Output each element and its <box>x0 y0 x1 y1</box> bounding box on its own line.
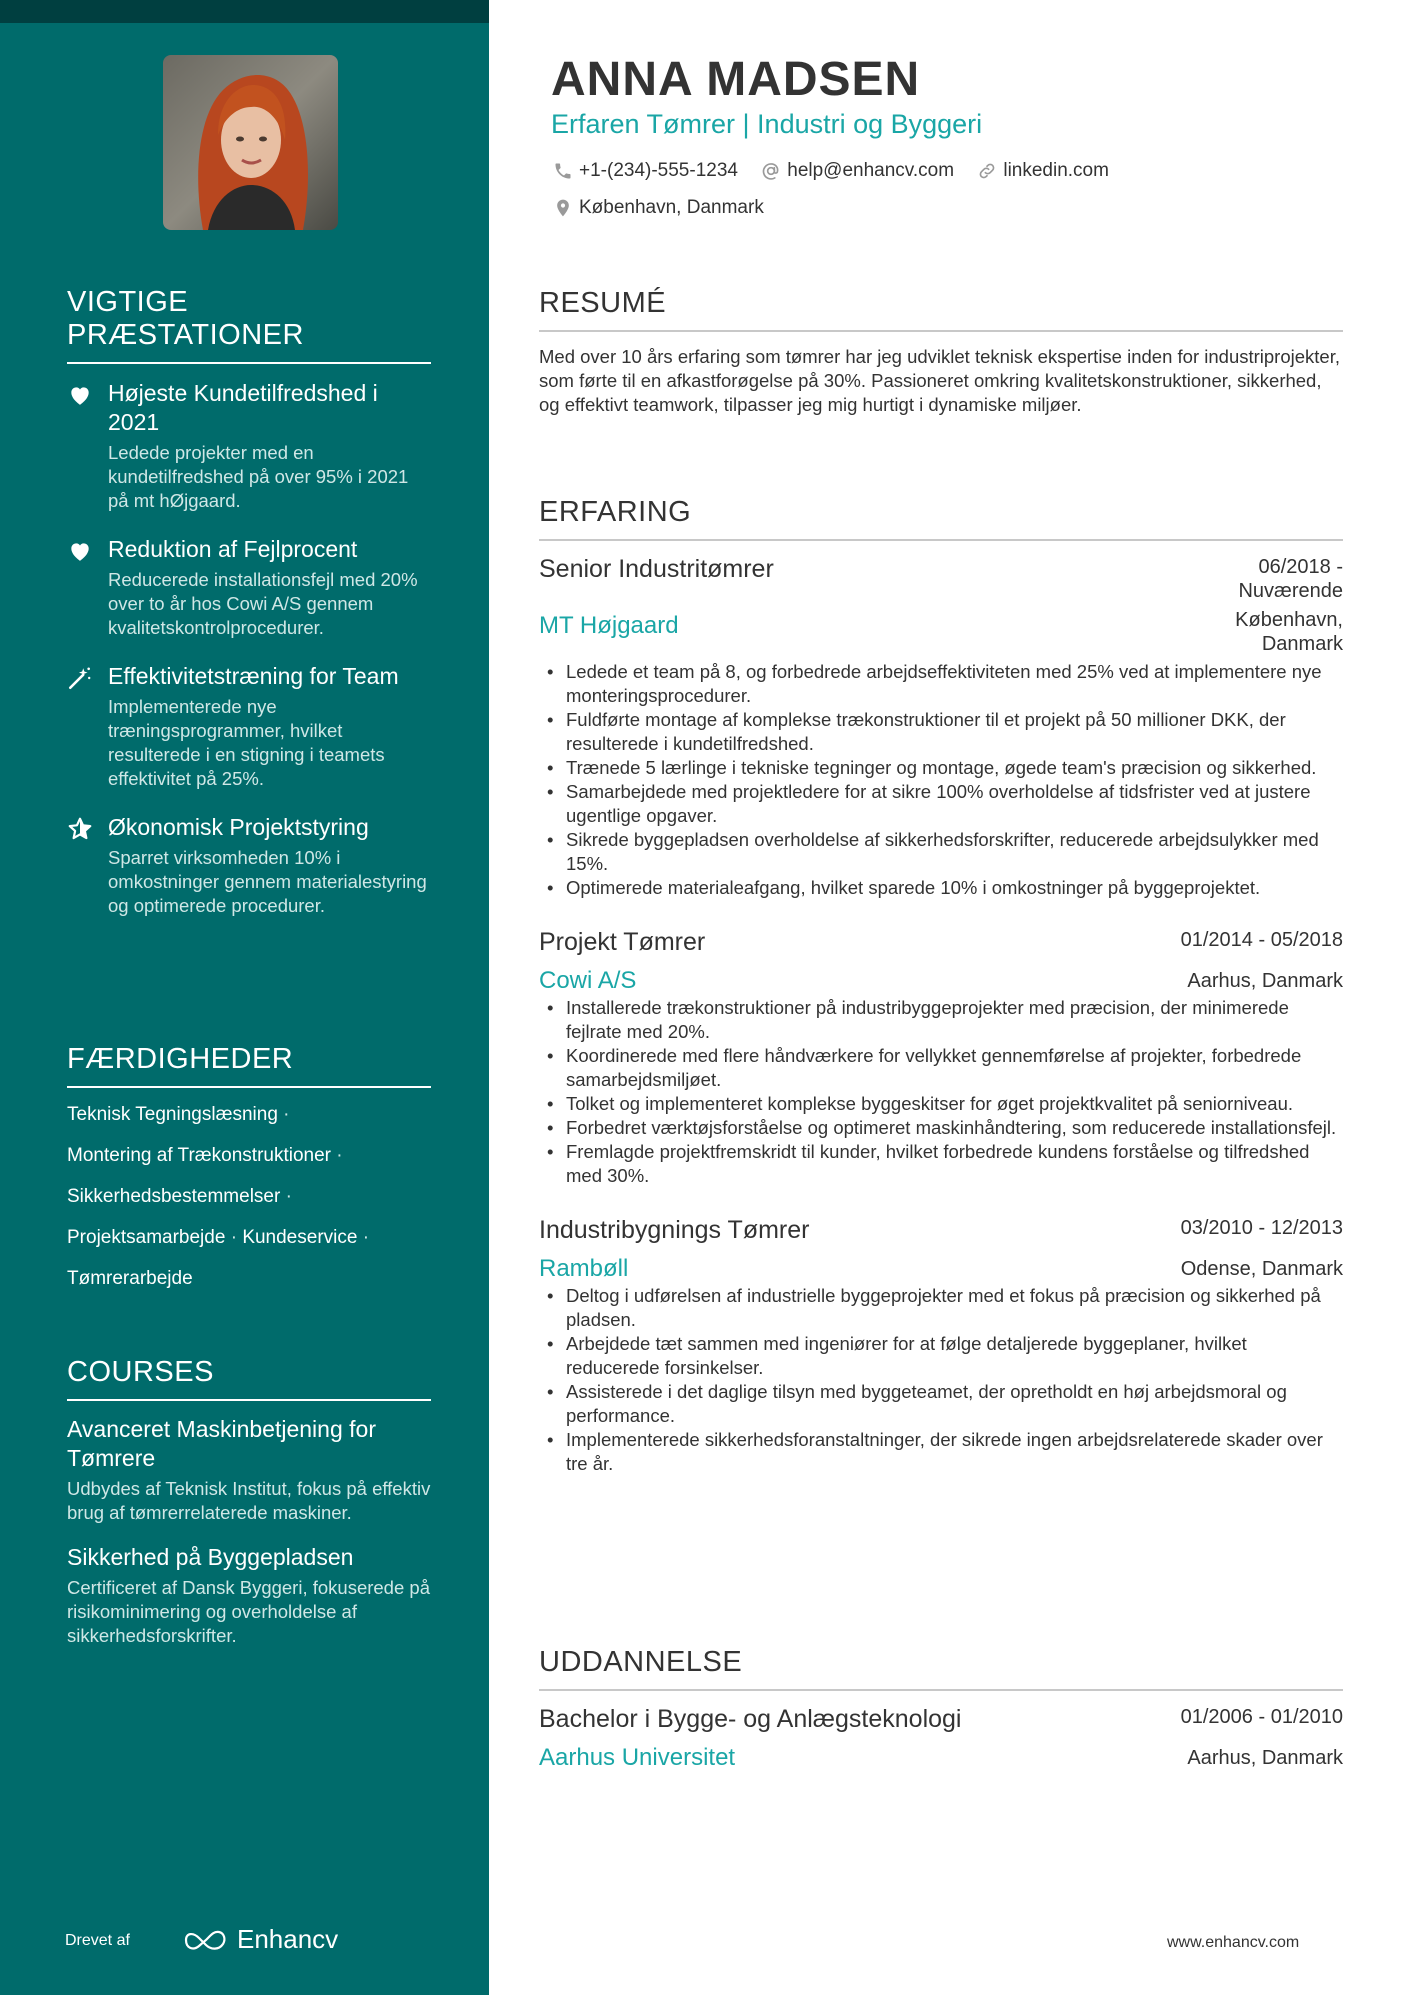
job-bullets <box>539 996 1343 1188</box>
job-role: Industribygnings Tømrer <box>539 1216 810 1244</box>
job-company: Cowi A/S <box>539 967 637 994</box>
job-bullet: • Trænede 5 lærlinge i tekniske tegninger og montage, øgede team's præcision og sikkerhed. <box>539 756 1343 780</box>
achievement-item <box>67 662 431 791</box>
achievement-desc: Reducerede installationsfejl med 20% over to år hos Cowi A/S gennem kvalitetskontrolprocedurer. <box>108 569 418 638</box>
job-bullet: • Implementerede sikkerhedsforanstaltninger, der sikrede ingen arbejdsrelaterede skader over tre år. <box>539 1428 1343 1476</box>
contact-location <box>553 197 764 219</box>
linkedin-text: linkedin.com <box>1003 160 1109 181</box>
footer-url[interactable]: www.enhancv.com <box>1167 1934 1300 1951</box>
job-dates <box>1238 555 1343 603</box>
course-item <box>67 1415 431 1525</box>
heart-icon <box>67 382 93 408</box>
courses-section <box>67 1356 431 1648</box>
sidebar <box>0 0 489 1995</box>
profile-photo <box>163 55 338 230</box>
job-dates: 03/2010 - 12/2013 <box>1180 1217 1343 1239</box>
job-location: Odense, Danmark <box>1180 1258 1343 1280</box>
course-desc: Udbydes af Teknisk Institut, fokus på effektiv brug af tømrerrelaterede maskiner. <box>67 1478 431 1523</box>
at-icon <box>761 161 781 181</box>
course-item <box>67 1543 431 1648</box>
skill-row: Projektsamarbejde · Kundeservice · <box>67 1227 370 1248</box>
skill-row <box>67 1266 431 1292</box>
contact-phone[interactable] <box>553 160 738 182</box>
skill-item: Teknisk Tegningslæsning <box>67 1104 278 1125</box>
job-bullet: • Samarbejdede med projektledere for at sikre 100% overholdelse af tidsfrister ved at justere ugentlige opgaver. <box>539 780 1343 828</box>
education-location: Aarhus, Danmark <box>1187 1747 1343 1769</box>
course-title: Avanceret Maskinbetjening for Tømrere <box>67 1416 376 1471</box>
heart-icon <box>67 538 93 564</box>
job-company: MT Højgaard <box>539 612 679 639</box>
location-text: København, Danmark <box>579 197 764 218</box>
job-bullet: • Fremlagde projektfremskridt til kunder, hvilket forbedrede kundens forståelse og tilfredshed med 30%. <box>539 1140 1343 1188</box>
job-role: Senior Industritømrer <box>539 555 774 583</box>
job-bullet: • Ledede et team på 8, og forbedrede arbejdseffektiviteten med 25% ved at implementere nye monteringsprocedurer. <box>539 660 1343 708</box>
education-school: Aarhus Universitet <box>539 1744 736 1771</box>
achievements-heading: VIGTIGE PRÆSTATIONER <box>67 286 431 364</box>
skill-row: Montering af Trækonstruktioner · <box>67 1145 343 1166</box>
job-entry <box>539 1214 1343 1476</box>
skill-row: Teknisk Tegningslæsning · <box>67 1104 290 1125</box>
job-bullet: • Optimerede materialeafgang, hvilket sparede 10% i omkostninger på byggeprojektet. <box>539 876 1343 900</box>
job-role: Projekt Tømrer <box>539 928 706 956</box>
powered-by-label: Drevet af <box>65 1932 130 1949</box>
course-title: Sikkerhed på Byggepladsen <box>67 1544 354 1570</box>
link-icon <box>977 161 997 181</box>
job-bullet: • Koordinerede med flere håndværkere for vellykket gennemførelse af projekter, forbedrede samarbejdsmiljøet. <box>539 1044 1343 1092</box>
achievement-title: Økonomisk Projektstyring <box>108 814 369 840</box>
job-bullet: • Assisterede i det daglige tilsyn med byggeteamet, der opretholdt en høj arbejdsmoral og performance. <box>539 1380 1343 1428</box>
education-dates: 01/2006 - 01/2010 <box>1180 1706 1343 1728</box>
skill-item: Projektsamarbejde <box>67 1227 226 1248</box>
courses-heading: COURSES <box>67 1356 431 1401</box>
job-entry <box>539 926 1343 1188</box>
achievement-desc: Implementerede nye træningsprogrammer, hvilket resulterede i en stigning i teamets effektivitet på 25%. <box>108 696 385 789</box>
contact-linkedin[interactable] <box>977 160 1109 182</box>
magic-wand-icon <box>67 665 93 691</box>
experience-section <box>539 496 1343 1476</box>
job-bullets <box>539 660 1343 900</box>
job-bullet: • Tolket og implementeret komplekse byggeskitser for øget projektkvalitet på seniorniveau. <box>539 1092 1343 1116</box>
skill-item: Sikkerhedsbestemmelser <box>67 1186 281 1207</box>
job-bullet: • Deltog i udførelsen af industrielle byggeprojekter med et fokus på præcision og sikkerhed på pladsen. <box>539 1284 1343 1332</box>
summary-text: Med over 10 års erfaring som tømrer har jeg udviklet teknisk ekspertise inden for industriprojekter, som førte til en afkastforøgelse på 30%. Passioneret omkring kvalitetskonstruktioner, sikkerhed, og effektivt teamwork, tilpasser jeg mig hurtigt i dynamiske miljøer. <box>539 346 1340 415</box>
job-location-line: Danmark <box>1261 633 1343 655</box>
skill-row: Sikkerhedsbestemmelser · <box>67 1186 292 1207</box>
job-location: Aarhus, Danmark <box>1187 970 1343 992</box>
achievement-item <box>67 535 431 640</box>
education-heading: UDDANNELSE <box>539 1646 1343 1691</box>
candidate-title: Erfaren Tømrer | Industri og Byggeri <box>551 109 983 139</box>
achievement-title: Effektivitetstræning for Team <box>108 663 399 689</box>
job-location-line: København, <box>1235 609 1343 631</box>
job-dates-line: Nuværende <box>1238 580 1343 602</box>
education-degree: Bachelor i Bygge- og Anlægsteknologi <box>539 1705 962 1733</box>
job-entry <box>539 553 1343 900</box>
achievement-item <box>67 813 431 918</box>
skill-item: Kundeservice <box>242 1227 358 1248</box>
achievement-title: Højeste Kundetilfredshed i 2021 <box>108 380 378 435</box>
job-dates: 01/2014 - 05/2018 <box>1180 929 1343 951</box>
candidate-name: ANNA MADSEN <box>551 53 921 106</box>
achievement-desc: Ledede projekter med en kundetilfredshed på over 95% i 2021 på mt hØjgaard. <box>108 442 409 511</box>
phone-text: +1-(234)-555-1234 <box>579 160 738 181</box>
course-desc: Certificeret af Dansk Byggeri, fokuserede på risikominimering og overholdelse af sikkerhedsforskrifter. <box>67 1577 430 1646</box>
contact-info <box>553 160 1343 224</box>
phone-icon <box>553 161 573 181</box>
job-bullet: • Installerede trækonstruktioner på industribyggeprojekter med præcision, der minimerede fejlrate med 20%. <box>539 996 1343 1044</box>
job-bullet: • Arbejdede tæt sammen med ingeniører for at følge detaljerede byggeplaner, hvilket reducerede forsinkelser. <box>539 1332 1343 1380</box>
star-icon <box>67 816 93 842</box>
summary-heading: RESUMÉ <box>539 287 1343 332</box>
skill-item: Montering af Trækonstruktioner <box>67 1145 332 1166</box>
education-entry <box>539 1703 1343 1773</box>
contact-email[interactable] <box>761 160 954 182</box>
job-location <box>1235 608 1343 656</box>
location-pin-icon <box>553 198 573 218</box>
sidebar-top-bar <box>0 0 489 23</box>
job-bullet: • Fuldførte montage af komplekse trækonstruktioner til et projekt på 50 millioner DKK, der resulterede i kundetilfredshed. <box>539 708 1343 756</box>
job-bullet: • Sikrede byggepladsen overholdelse af sikkerhedsforskrifter, reducerede arbejdsulykker med 15%. <box>539 828 1343 876</box>
job-dates-line: 06/2018 - <box>1258 556 1343 578</box>
enhancv-logo-icon <box>183 1928 229 1952</box>
job-bullet: • Forbedret værktøjsforståelse og optimeret maskinhåndtering, som reducerede installationsfejl. <box>539 1116 1343 1140</box>
skill-item: Tømrerarbejde <box>67 1268 193 1289</box>
job-bullets <box>539 1284 1343 1476</box>
achievement-title: Reduktion af Fejlprocent <box>108 536 358 562</box>
experience-heading: ERFARING <box>539 496 1343 541</box>
email-text: help@enhancv.com <box>787 160 955 181</box>
skills-section <box>67 1043 431 1292</box>
achievement-desc: Sparret virksomheden 10% i omkostninger gennem materialestyring og optimerede procedurer. <box>108 847 427 916</box>
achievements-section <box>67 286 431 918</box>
achievement-item <box>67 379 431 513</box>
job-company: Rambøll <box>539 1255 629 1282</box>
enhancv-logo[interactable] <box>183 1924 338 1955</box>
summary-section <box>539 287 1343 417</box>
enhancv-brand-text: Enhancv <box>237 1924 339 1954</box>
skills-heading: FÆRDIGHEDER <box>67 1043 431 1088</box>
education-section <box>539 1646 1343 1773</box>
